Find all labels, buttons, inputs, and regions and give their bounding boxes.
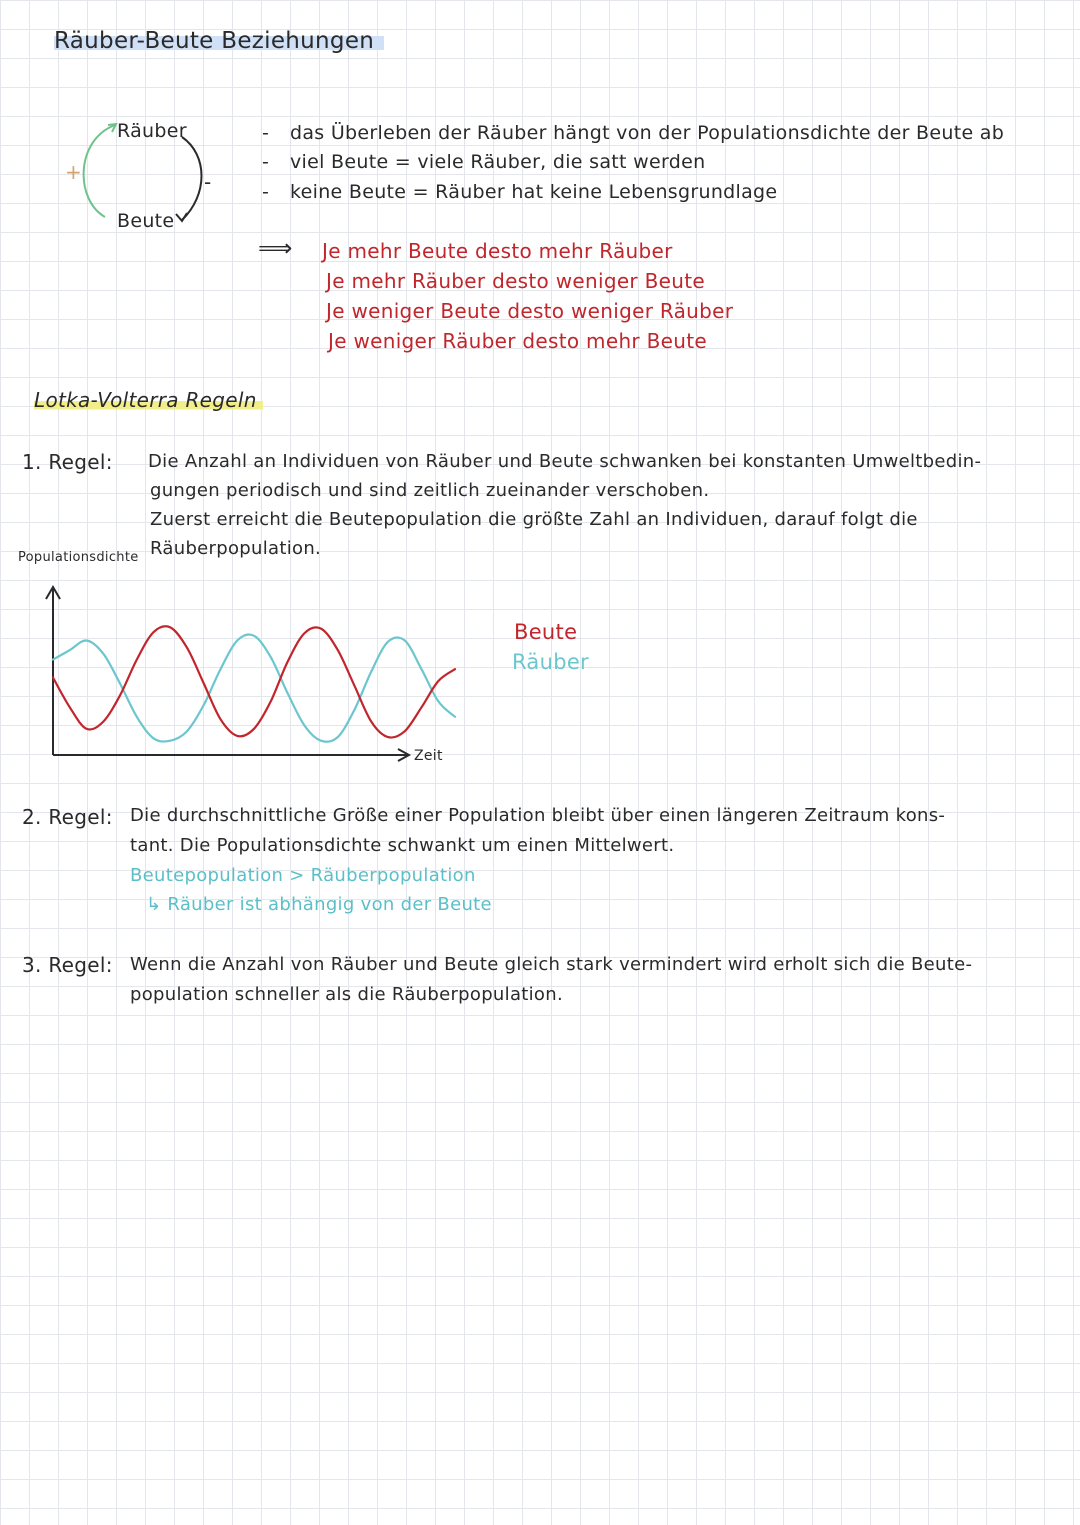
cycle-label-predator: Räuber [117, 120, 187, 142]
rule-2-line: tant. Die Populationsdichte schwankt um einen Mittelwert. [130, 835, 675, 856]
cycle-plus-sign: + [65, 160, 82, 184]
implies-arrow-icon: ⟹ [258, 234, 293, 262]
conclusion-line: Je weniger Räuber desto mehr Beute [328, 329, 707, 353]
rule-1-line: Die Anzahl an Individuen von Räuber und Beute schwanken bei konstanten Umweltbedin- [148, 451, 982, 472]
rule-1-line: Zuerst erreicht die Beutepopulation die größte Zahl an Individuen, darauf folgt die [150, 509, 918, 530]
conclusion-line: Je mehr Beute desto mehr Räuber [322, 239, 673, 263]
cycle-minus-sign: - [204, 170, 212, 194]
rule-2-note: ↳ Räuber ist abhängig von der Beute [146, 894, 492, 915]
chart-x-axis-label: Zeit [414, 748, 443, 764]
rule-2-label: 2. Regel: [22, 805, 113, 829]
rule-1-label: 1. Regel: [22, 450, 113, 474]
rule-3-line: population schneller als die Räuberpopulation. [130, 984, 563, 1005]
rule-3-label: 3. Regel: [22, 953, 113, 977]
legend-entry-prey: Beute [514, 620, 578, 644]
rule-3-line: Wenn die Anzahl von Räuber und Beute gleich stark vermindert wird erholt sich die Beute- [130, 954, 973, 975]
conclusion-line: Je weniger Beute desto weniger Räuber [326, 299, 734, 323]
bullet-text: keine Beute = Räuber hat keine Lebensgrundlage [290, 181, 778, 203]
series-line-predator [53, 635, 455, 742]
rule-2-line: Die durchschnittliche Größe einer Population bleibt über einen längeren Zeitraum kons- [130, 805, 946, 826]
chart-y-axis-label: Populationsdichte [18, 550, 139, 565]
bullet-text: viel Beute = viele Räuber, die satt werden [290, 151, 706, 173]
cycle-label-prey: Beute [117, 210, 175, 232]
conclusion-line: Je mehr Räuber desto weniger Beute [326, 269, 705, 293]
legend-entry-predator: Räuber [512, 650, 589, 674]
rule-2-note: Beutepopulation > Räuberpopulation [130, 865, 476, 886]
bullet-dash: - [262, 122, 270, 144]
series-line-prey [53, 626, 455, 737]
bullet-text: das Überleben der Räuber hängt von der Populationsdichte der Beute ab [290, 122, 1005, 144]
bullet-dash: - [262, 181, 270, 203]
section-heading-text: Lotka-Volterra Regeln [34, 388, 263, 412]
bullet-dash: - [262, 151, 270, 173]
rule-1-line: Räuberpopulation. [150, 538, 322, 559]
page-title-text: Räuber-Beute Beziehungen [54, 28, 384, 54]
rule-1-line: gungen periodisch und sind zeitlich zueinander verschoben. [150, 480, 710, 501]
